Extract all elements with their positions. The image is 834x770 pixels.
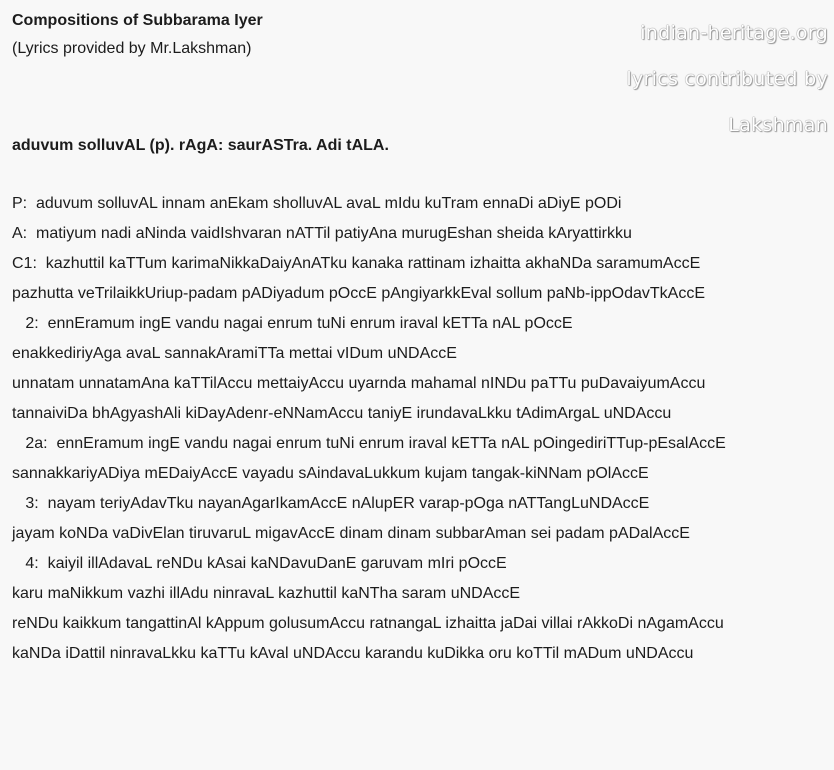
lyric-line-pallavi: P: aduvum solluvAL innam anEkam sholluvAL avaL mIdu kuTram ennaDi aDiyE pODi: [12, 195, 622, 212]
lyric-line: tannaiviDa bhAgyashAli kiDayAdenr-eNNamAccu taniyE irundavaLkku tAdimArgaL uNDAccu: [12, 405, 672, 422]
lyric-line: enakkediriyAga avaL sannakAramiTTa mettai vIDum uNDAccE: [12, 345, 457, 362]
lyrics-body: [12, 189, 827, 669]
lyric-line: kaNDa iDattil ninravaLkku kaTTu kAval uNDAccu karandu kuDikka oru koTTil mADum uNDAccu: [12, 645, 694, 662]
lyric-line: 2: ennEramum ingE vandu nagai enrum tuNi enrum iraval kETTa nAL pOccE: [12, 315, 573, 332]
lyric-line-anupallavi: A: matiyum nadi aNinda vaidIshvaran nATTil patiyAna murugEshan sheida kAryattirkku: [12, 225, 632, 242]
page-subtitle: (Lyrics provided by Mr.Lakshman): [12, 40, 252, 57]
lyric-line: 3: nayam teriyAdavTku nayanAgarIkamAccE nAlupER varap-pOga nATTangLuNDAccE: [12, 495, 650, 512]
lyric-line: 2a: ennEramum ingE vandu nagai enrum tuNi enrum iraval kETTa nAL pOingediriTTup-pEsalAccE: [12, 435, 726, 452]
lyric-line: unnatam unnatamAna kaTTilAccu mettaiyAccu uyarnda mahamal nINDu paTTu puDavaiyumAccu: [12, 375, 706, 392]
lyric-line: reNDu kaikkum tangattinAl kAppum golusumAccu ratnangaL izhaitta jaDai villai rAkkoDi nAgamAccu: [12, 615, 724, 632]
watermark-credit-line: lyrics contributed by: [626, 68, 828, 90]
lyric-line: C1: kazhuttil kaTTum karimaNikkaDaiyAnATku kanaka rattinam izhaitta akhaNDa saramumAccE: [12, 255, 701, 272]
watermark-contributor: Lakshman: [728, 114, 828, 136]
lyric-line: sannakkariyADiya mEDaiyAccE vayadu sAindavaLukkum kujam tangak-kiNNam pOlAccE: [12, 465, 649, 482]
page-title: Compositions of Subbarama Iyer: [12, 12, 263, 29]
lyric-line: 4: kaiyil illAdavaL reNDu kAsai kaNDavuDanE garuvam mIri pOccE: [12, 555, 507, 572]
lyrics-page: [12, 10, 827, 669]
lyric-line: pazhutta veTrilaikkUriup-padam pADiyadum pOccE pAngiyarkkEval sollum paNb-ippOdavTkAccE: [12, 285, 706, 302]
lyric-line: karu maNikkum vazhi illAdu ninravaL kazhuttil kaNTha saram uNDAccE: [12, 585, 521, 602]
lyric-line: jayam koNDa vaDivElan tiruvaruL migavAccE dinam dinam subbarAman sei padam pADalAccE: [12, 525, 690, 542]
watermark-site-name: indian-heritage.org: [640, 22, 828, 44]
song-header: aduvum solluvAL (p). rAgA: saurASTra. Adi tALA.: [12, 137, 389, 154]
